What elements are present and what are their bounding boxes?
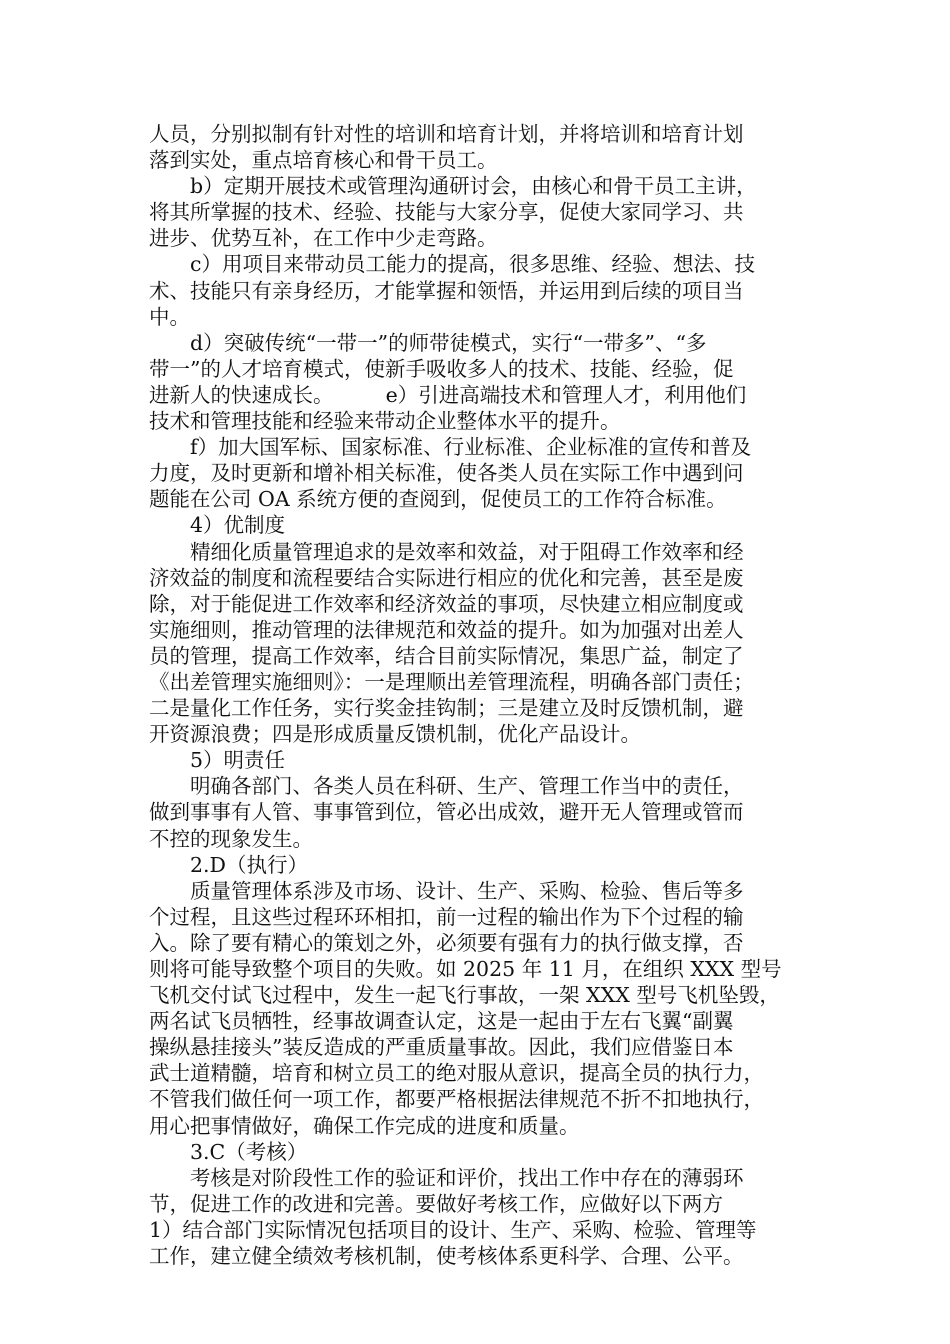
text-line: 4）优制度	[190, 513, 286, 538]
text-line: 操纵悬挂接头”装反造成的严重质量事故。因此，我们应借鉴日本	[149, 1035, 734, 1060]
text-line: 质量管理体系涉及市场、设计、生产、采购、检验、售后等多	[190, 878, 744, 903]
text-line: 济效益的制度和流程要结合实际进行相应的优化和完善，甚至是废	[149, 565, 744, 590]
text-line: 进新人的快速成长。 e）引进高端技术和管理人才，利用他们	[149, 382, 747, 407]
text-line: 工作，建立健全绩效考核机制，使考核体系更科学、合理、公平。	[149, 1244, 744, 1269]
text-line: 明确各部门、各类人员在科研、生产、管理工作当中的责任，	[190, 774, 744, 799]
text-line: 做到事事有人管、事事管到位，管必出成效，避开无人管理或管而	[149, 800, 744, 825]
text-line: 节，促进工作的改进和完善。要做好考核工作，应做好以下两方	[149, 1191, 723, 1216]
text-line: 力度，及时更新和增补相关标准，使各类人员在实际工作中遇到问	[149, 461, 744, 486]
text-line: 则将可能导致整个项目的失败。如 2025 年 11 月，在组织 XXX 型号	[149, 957, 782, 981]
text-line: 《出差管理实施细则》：一是理顺出差管理流程，明确各部门责任；	[149, 669, 754, 694]
text-line: 不管我们做任何一项工作，都要严格根据法律规范不折不扣地执行，	[149, 1087, 764, 1112]
text-line: 两名试飞员牺牲，经事故调查认定，这是一起由于左右飞翼“副翼	[149, 1009, 734, 1034]
text-line: 术、技能只有亲身经历，才能掌握和领悟，并运用到后续的项目当	[149, 278, 744, 303]
text-line: 1）结合部门实际情况包括项目的设计、生产、采购、检验、管理等	[149, 1217, 757, 1242]
text-line: 二是量化工作任务，实行奖金挂钩制；三是建立及时反馈机制，避	[149, 696, 744, 721]
text-line: 飞机交付试飞过程中，发生一起飞行事故，一架 XXX 型号飞机坠毁，	[149, 983, 780, 1008]
text-line: 进步、优势互补，在工作中少走弯路。	[149, 226, 498, 251]
text-line: 开资源浪费；四是形成质量反馈机制，优化产品设计。	[149, 722, 641, 747]
text-line: 题能在公司 OA 系统方便的查阅到，促使员工的工作符合标准。	[149, 487, 727, 512]
text-line: 3.C（考核）	[190, 1139, 308, 1164]
text-line: 考核是对阶段性工作的验证和评价，找出工作中存在的薄弱环	[190, 1165, 744, 1190]
text-line: 2.D（执行）	[190, 852, 308, 877]
text-line: 除，对于能促进工作效率和经济效益的事项，尽快建立相应制度或	[149, 591, 744, 616]
text-line: 带一”的人才培育模式，使新手吸收多人的技术、技能、经验，促	[149, 356, 734, 381]
text-line: 技术和管理技能和经验来带动企业整体水平的提升。	[149, 409, 621, 434]
text-line: 武士道精髓，培育和树立员工的绝对服从意识，提高全员的执行力，	[149, 1061, 764, 1086]
document-body	[149, 121, 811, 1269]
text-line: 落到实处，重点培育核心和骨干员工。	[149, 148, 498, 173]
text-line: 入。除了要有精心的策划之外，必须要有强有力的执行做支撑，否	[149, 930, 744, 955]
text-line: 人员，分别拟制有针对性的培训和培育计划，并将培训和培育计划	[149, 122, 744, 146]
text-line: 员的管理，提高工作效率，结合目前实际情况，集思广益，制定了	[149, 643, 744, 668]
text-line: 中。	[149, 304, 190, 329]
text-line: 将其所掌握的技术、经验、技能与大家分享，促使大家同学习、共	[149, 200, 744, 225]
text-line: 用心把事情做好，确保工作完成的进度和质量。	[149, 1113, 580, 1138]
text-line: 不控的现象发生。	[149, 826, 313, 851]
text-line: 5）明责任	[190, 748, 286, 773]
text-line: 实施细则，推动管理的法律规范和效益的提升。如为加强对出差人	[149, 617, 744, 642]
text-line: 精细化质量管理追求的是效率和效益，对于阻碍工作效率和经	[190, 539, 744, 564]
text-line: 个过程，且这些过程环环相扣，前一过程的输出作为下个过程的输	[149, 904, 744, 929]
text-line: f）加大国军标、国家标准、行业标准、企业标准的宣传和普及	[190, 435, 752, 460]
text-line: c）用项目来带动员工能力的提高，很多思维、经验、想法、技	[190, 252, 755, 277]
text-line: b）定期开展技术或管理沟通研讨会，由核心和骨干员工主讲，	[190, 174, 757, 199]
text-line: d）突破传统“一带一”的师带徒模式，实行“一带多”、“多	[190, 330, 707, 355]
